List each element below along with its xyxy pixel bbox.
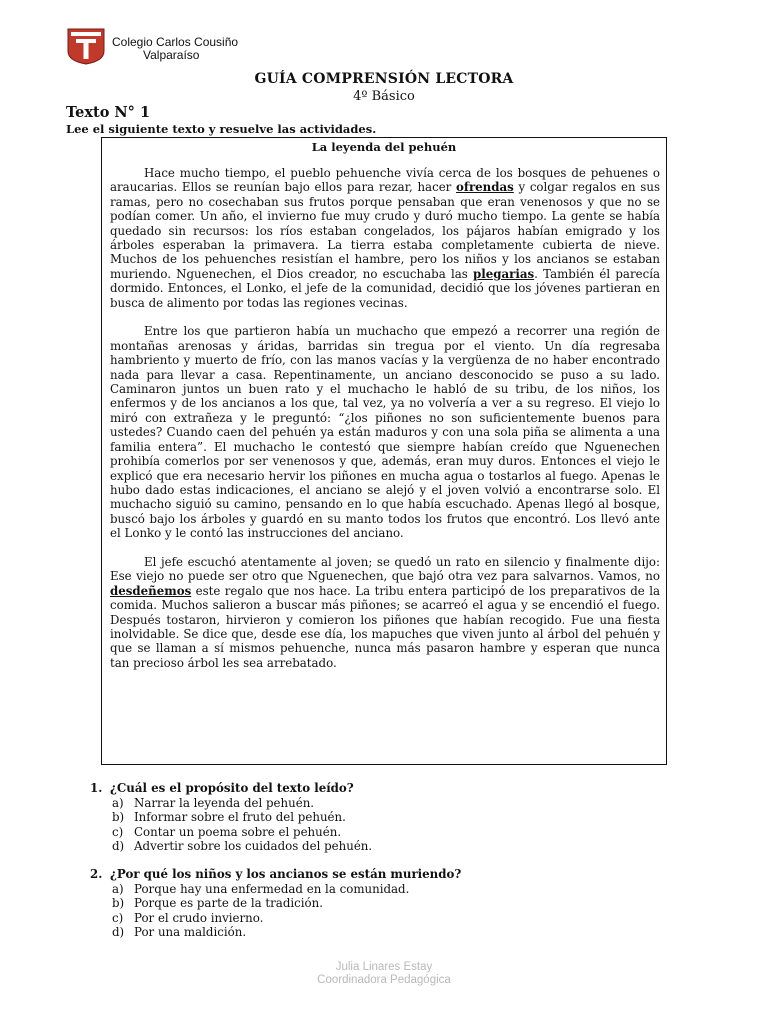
option-text: Narrar la leyenda del pehuén. — [134, 796, 315, 810]
school-name: Colegio Carlos Cousiño — [112, 35, 239, 49]
paragraph-3-part-a: El jefe escuchó atentamente al joven; se quedó un rato en silencio y finalmente dijo: Ese viejo no puede ser otro que Nguenechen, que bajó otra vez para salvarnos. Vamos, no — [110, 554, 660, 584]
option-text: Porque es parte de la tradición. — [134, 896, 323, 911]
option-text: Por una maldición. — [134, 924, 247, 939]
option-text: Contar un poema sobre el pehuén. — [134, 824, 342, 839]
question-1 — [90, 781, 372, 853]
option-letter: a) — [112, 882, 124, 896]
option-letter: c) — [112, 910, 124, 925]
option-text: Advertir sobre los cuidados del pehuén. — [134, 838, 373, 853]
instructions: Lee el siguiente texto y resuelve las actividades. — [66, 122, 377, 136]
question-text: ¿Por qué los niños y los ancianos se están muriendo? — [110, 867, 462, 881]
keyword-plegarias: plegarias — [473, 266, 535, 281]
keyword-ofrendas: ofrendas — [456, 180, 514, 195]
option-letter: d) — [112, 838, 125, 853]
school-logo — [66, 27, 106, 65]
paragraph-2: Entre los que partieron había un muchacho que empezó a recorrer una región de montañas arenosas y áridas, barridas sin tregua por el viento. Un día regresaba hambriento y muerto de frío, con las manos vacías y la vergüenza de no haber encontrado nada para llevar a casa. Repentinamente, un anciano desconocido se puso a su lado. Caminaron juntos un buen rato y el muchacho le habló de su tribu, de los niños, los enfermos y de los ancianos a los que, tal vez, ya no volvería a ver a su regreso. El viejo lo miró con extrañeza y le preguntó: “¿los piñones no son suficientemente buenos para ustedes? Cuando caen del pehuén ya están maduros y con una sola piña se alimenta a una familia entera”. El muchacho le contestó que siempre habían creído que Nguenechen prohibía comerlos por ser venenosos y que, además, eran muy duros. Entonces el viejo le explicó que era necesario hervir los piñones en mucha agua o tostarlos al fuego. Apenas le hubo dado estas indicaciones, el anciano se alejó y el joven volvió a encontrarse solo. El muchacho siguió su camino, pensando en lo que había escuchado. Apenas llegó al bosque, buscó bajo los árboles y guardó en su manto todos los frutos que encontró. Los llevó ante el Lonko y le contó las instrucciones del anciano. — [110, 324, 660, 541]
page-title: GUÍA COMPRENSIÓN LECTORA — [254, 71, 514, 87]
option-d[interactable] — [112, 839, 372, 853]
option-b[interactable] — [112, 810, 372, 824]
question-text: ¿Cuál es el propósito del texto leído? — [110, 781, 354, 795]
question-number: 2. — [90, 867, 103, 881]
options-list — [112, 882, 461, 939]
paragraph-1-part-b: y colgar regalos en sus ramas, pero no cosechaban sus frutos porque pensaban que eran venenosos y que no se podían comer. Un año, el invierno fue muy crudo y duró mucho tiempo. La gente se había quedado sin recursos: los ríos estaban congelados, los pájaros habían emigrado y los árboles esperaban la primavera. La tierra estaba completamente cubierta de nieve. Muchos de los pehuenches resistían el hambre, pero los niños y los ancianos se estaban muriendo. Nguenechen, el Dios creador, no escuchaba las — [110, 180, 660, 281]
passage-box — [101, 137, 667, 765]
option-c[interactable] — [112, 825, 372, 839]
option-letter: b) — [112, 896, 125, 911]
paragraph-3-part-b: este regalo que nos hace. La tribu entera participó de los preparativos de la comida. Muchos salieron a buscar más piñones; se acarreó el agua y se encendió el fuego. Después tostaron, hirvieron y comieron los piñones que habían recogido. Fue una fiesta inolvidable. Se dice que, desde ese día, los mapuches que viven junto al árbol del pehuén y que se llaman a sí mismos pehuenche, nunca más pasaron hambre y esperan que nunca tan precioso árbol les sea arrebatado. — [110, 583, 660, 670]
question-number: 1. — [90, 781, 103, 795]
option-letter: d) — [112, 924, 125, 939]
paragraph-1 — [110, 166, 660, 310]
option-text: Por el crudo invierno. — [134, 910, 264, 925]
school-city: Valparaíso — [143, 48, 200, 62]
footer-role: Coordinadora Pedagógica — [317, 974, 451, 986]
footer — [0, 961, 768, 987]
option-c[interactable] — [112, 911, 461, 925]
keyword-desdenemos: desdeñemos — [110, 583, 192, 598]
option-text: Informar sobre el fruto del pehuén. — [134, 810, 346, 825]
question-2 — [90, 867, 461, 939]
options-list — [112, 796, 372, 853]
footer-name: Julia Linares Estay — [335, 961, 433, 973]
texto-label: Texto N° 1 — [66, 104, 151, 121]
option-letter: c) — [112, 824, 124, 839]
page-subtitle: 4º Básico — [353, 89, 415, 104]
passage-title: La leyenda del pehuén — [311, 140, 457, 154]
passage-text — [110, 166, 660, 685]
paragraph-1-part-a: Hace mucho tiempo, el pueblo pehuenche vivía cerca de los bosques de pehuenes o araucarias. Ellos se reunían bajo ellos para rezar, hacer — [110, 166, 660, 195]
option-d[interactable] — [112, 925, 461, 939]
paragraph-3 — [110, 555, 660, 670]
option-text: Porque hay una enfermedad en la comunidad. — [134, 882, 410, 896]
option-a[interactable] — [112, 882, 461, 896]
paragraph-1-part-c: . También él parecía dormido. Entonces, el Lonko, el jefe de la comunidad, decidió que los jóvenes partieran en busca de alimento por todas las regiones vecinas. — [110, 266, 660, 310]
school-info — [112, 36, 238, 62]
option-letter: a) — [112, 796, 124, 810]
option-letter: b) — [112, 810, 125, 825]
option-a[interactable] — [112, 796, 372, 810]
option-b[interactable] — [112, 896, 461, 910]
